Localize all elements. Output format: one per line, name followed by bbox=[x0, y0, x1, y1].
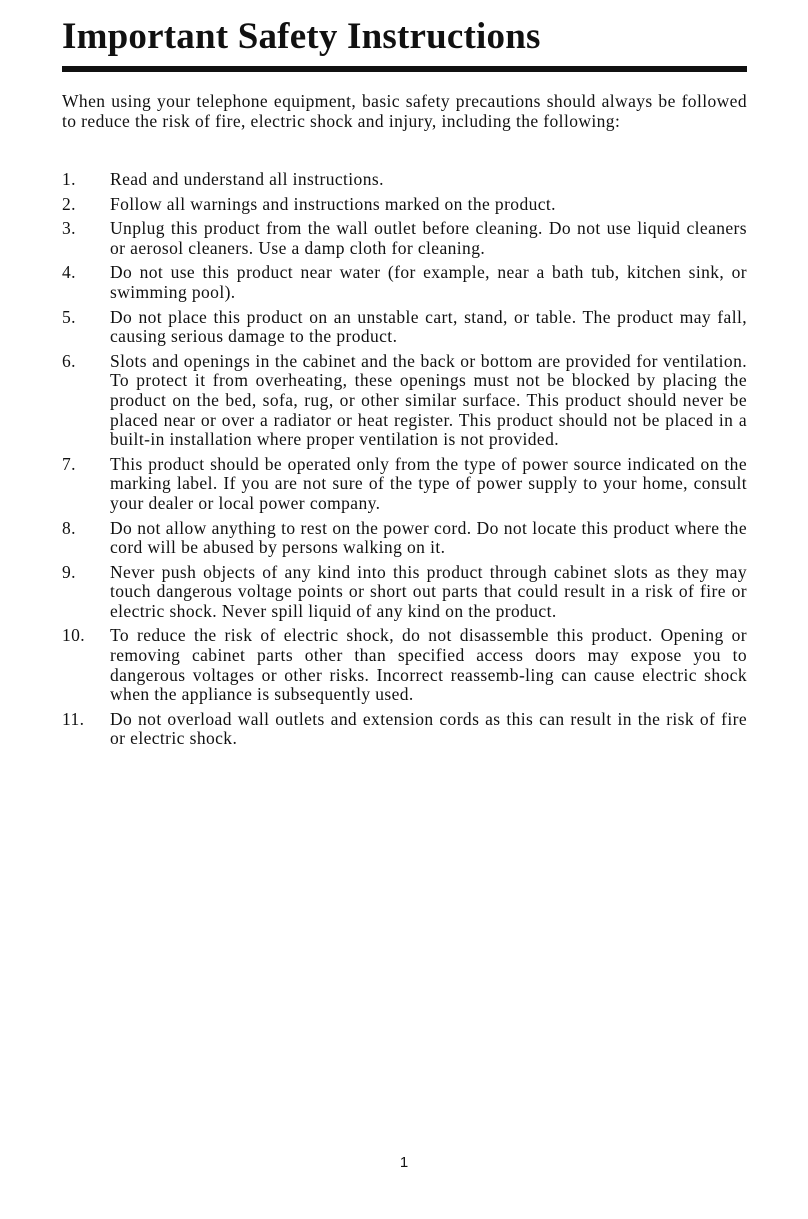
item-text: Do not overload wall outlets and extension cords as this can result in the risk of fire or electric shock. bbox=[110, 708, 747, 749]
item-number: 4. bbox=[62, 262, 76, 283]
item-text: Do not use this product near water (for example, near a bath tub, kitchen sink, or swimming pool). bbox=[110, 262, 747, 302]
title-rule bbox=[62, 66, 747, 72]
list-item bbox=[62, 219, 747, 258]
item-number: 6. bbox=[62, 350, 76, 371]
list-item bbox=[62, 710, 747, 749]
page-title: Important Safety Instructions bbox=[62, 16, 541, 57]
item-number: 10. bbox=[62, 625, 86, 646]
item-number: 7. bbox=[62, 453, 76, 474]
item-text: Do not allow anything to rest on the power cord. Do not locate this product where the cord will be abused by persons walking on it. bbox=[110, 517, 747, 558]
item-number: 2. bbox=[62, 193, 76, 214]
item-number: 5. bbox=[62, 306, 76, 327]
item-number: 11. bbox=[62, 708, 85, 729]
item-number: 9. bbox=[62, 561, 76, 582]
safety-instructions-list bbox=[62, 170, 747, 754]
item-text: To reduce the risk of electric shock, do not disassemble this product. Opening or removing cabinet parts other than specified access doors may expose you to dangerous voltages or other risks. Incorrect reassemb-ling can cause electric shock when the appliance is subsequently used. bbox=[110, 625, 747, 705]
list-item bbox=[62, 519, 747, 558]
list-item bbox=[62, 263, 747, 302]
item-number: 1. bbox=[62, 169, 76, 189]
item-text: Read and understand all instructions. bbox=[110, 169, 384, 189]
item-text: This product should be operated only from the type of power source indicated on the marking label. If you are not sure of the type of power supply to your home, consult your dealer or local power company. bbox=[110, 453, 747, 513]
list-item bbox=[62, 308, 747, 347]
item-number: 8. bbox=[62, 517, 76, 538]
list-item bbox=[62, 455, 747, 514]
list-item bbox=[62, 170, 747, 190]
list-item bbox=[62, 195, 747, 215]
list-item bbox=[62, 626, 747, 704]
item-text: Unplug this product from the wall outlet before cleaning. Do not use liquid cleaners or aerosol cleaners. Use a damp cloth for cleaning. bbox=[110, 218, 747, 258]
document-page bbox=[62, 0, 747, 1219]
list-item bbox=[62, 352, 747, 450]
item-text: Slots and openings in the cabinet and the back or bottom are provided for ventilation. To protect it from overheating, these openings must not be blocked by placing the product on the bed, sofa, rug, or other similar surface. This product should never be placed near or over a radiator or heat register. This product should not be placed in a built-in installation where proper ventilation is not provided. bbox=[110, 350, 747, 450]
item-text: Never push objects of any kind into this product through cabinet slots as they may touch dangerous voltage points or short out parts that could result in a risk of fire or electric shock. Never spill liquid of any kind on the product. bbox=[110, 561, 747, 621]
list-item bbox=[62, 563, 747, 622]
item-text: Do not place this product on an unstable cart, stand, or table. The product may fall, causing serious damage to the product. bbox=[110, 306, 747, 347]
intro-paragraph: When using your telephone equipment, basic safety precautions should always be followed to reduce the risk of fire, electric shock and injury, including the following: bbox=[62, 91, 747, 131]
page-number: 1 bbox=[399, 1154, 409, 1171]
item-text: Follow all warnings and instructions marked on the product. bbox=[110, 193, 556, 214]
item-number: 3. bbox=[62, 218, 76, 239]
